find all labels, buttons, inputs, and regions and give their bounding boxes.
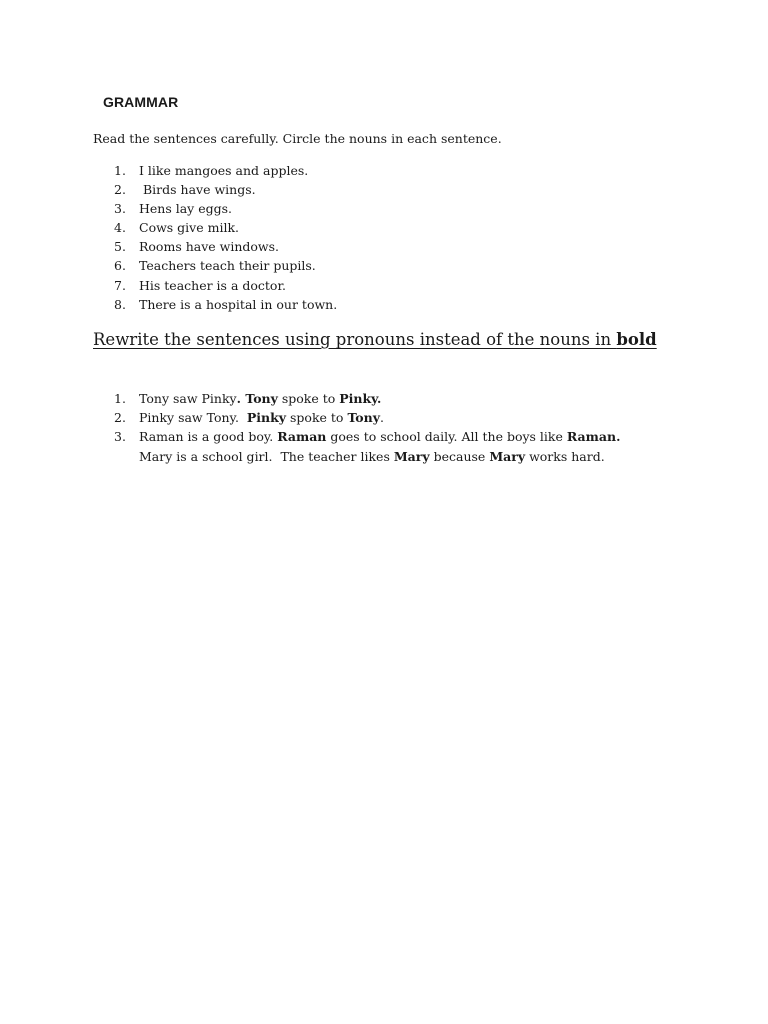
bold-noun: Tony (347, 410, 380, 426)
list-item (114, 389, 620, 408)
item-text (139, 427, 620, 446)
page-heading: GRAMMAR (95, 94, 179, 110)
bold-noun: Pinky. (339, 391, 382, 406)
item-text: Birds have wings. (139, 182, 256, 198)
item-text: There is a hospital in our town. (139, 296, 338, 312)
item-number: 4. (114, 220, 126, 236)
sentence-fragment: spoke to (277, 391, 340, 406)
list-item (114, 256, 337, 275)
item-text: Hens lay eggs. (139, 201, 233, 217)
exercise2-title-bold-word: bold (616, 330, 657, 349)
item-text: His teacher is a doctor. (139, 277, 287, 293)
sentence-fragment: works hard. (525, 449, 605, 464)
bold-noun: Mary (489, 449, 526, 464)
exercise1-list (114, 161, 337, 314)
exercise2-continuation (139, 447, 605, 466)
sentence-fragment: goes to school daily. All the boys like (326, 429, 567, 445)
exercise2-title (93, 327, 668, 352)
bold-noun: Raman (277, 429, 327, 445)
item-text (139, 389, 381, 408)
list-item (114, 199, 337, 218)
bold-noun: Raman. (566, 429, 621, 445)
list-item (114, 408, 620, 427)
list-item (114, 161, 337, 180)
item-text (139, 408, 384, 427)
list-item (114, 276, 337, 295)
list-item (114, 427, 620, 446)
item-number: 7. (114, 277, 126, 293)
sentence-fragment: spoke to (286, 410, 348, 426)
sentence-fragment: because (429, 449, 490, 464)
item-number: 5. (114, 239, 126, 255)
bold-noun: . Tony (236, 391, 278, 406)
sentence-fragment: Tony saw Pinky (139, 391, 237, 406)
list-item (114, 237, 337, 256)
item-number: 3. (114, 201, 126, 217)
item-text: I like mangoes and apples. (139, 163, 309, 178)
list-item (114, 295, 337, 314)
item-number: 1. (114, 391, 126, 406)
list-item (114, 180, 337, 199)
sentence-fragment: Pinky saw Tony. (139, 410, 247, 426)
item-number: 2. (114, 182, 126, 198)
bold-noun: Pinky (246, 410, 287, 426)
exercise2-title-text: Rewrite the sentences using pronouns instead of the nouns in (93, 330, 617, 349)
item-text: Cows give milk. (139, 220, 240, 236)
item-number: 2. (114, 410, 126, 426)
sentence-fragment: . (380, 410, 384, 426)
item-number: 6. (114, 258, 126, 274)
item-text: Teachers teach their pupils. (139, 258, 316, 274)
sentence-fragment: Raman is a good boy. (139, 429, 278, 445)
item-text: Rooms have windows. (139, 239, 280, 255)
list-item (114, 218, 337, 237)
item-number: 8. (114, 296, 126, 312)
bold-noun: Mary (393, 449, 430, 464)
exercise2-list (114, 389, 620, 446)
sentence-fragment: Mary is a school girl. The teacher likes (139, 449, 394, 464)
item-number: 3. (114, 429, 126, 445)
item-number: 1. (114, 163, 126, 178)
exercise1-instruction: Read the sentences carefully. Circle the nouns in each sentence. (93, 131, 502, 146)
